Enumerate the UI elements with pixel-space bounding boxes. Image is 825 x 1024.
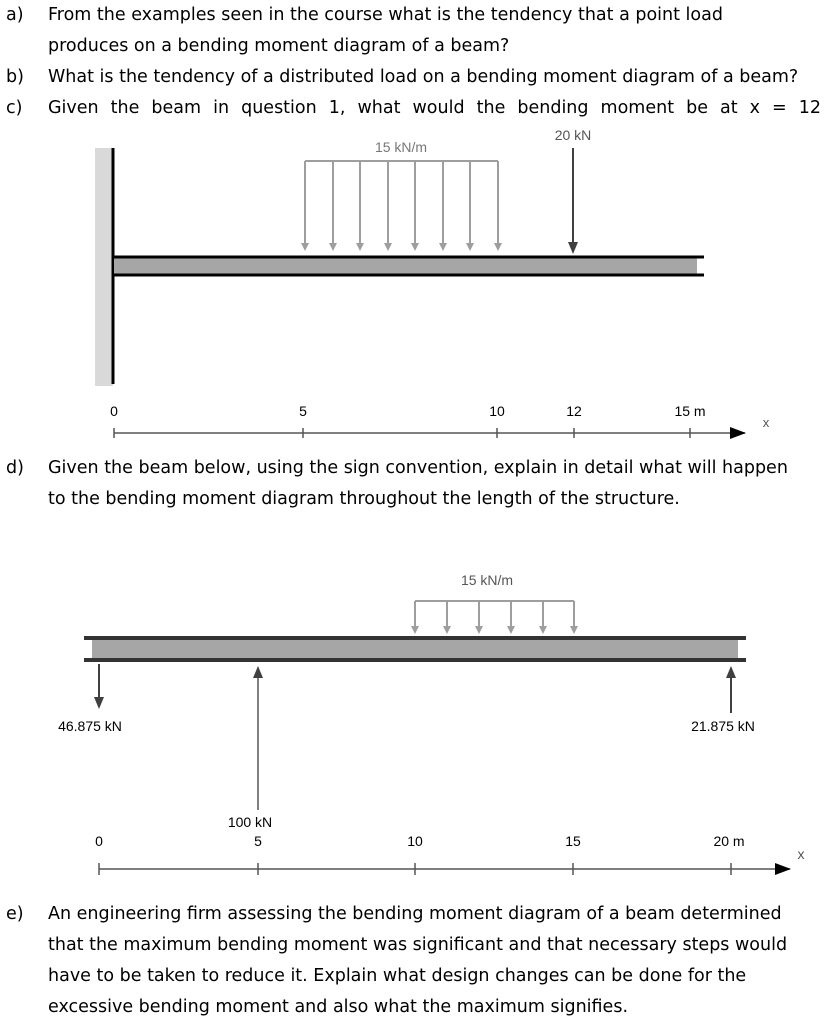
question-line: that the maximum bending moment was significant and that necessary steps would (48, 935, 788, 955)
fixed-wall (95, 148, 113, 386)
question-line: have to be taken to reduce it. Explain what design changes can be done for the (48, 966, 747, 986)
tick-label: 20 m (713, 833, 745, 849)
right-reaction-label: 21.875 kN (691, 718, 755, 734)
tick-label: 12 (566, 403, 582, 419)
question-line: excessive bending moment and also what the maximum signifies. (48, 997, 629, 1017)
distributed-load (305, 161, 498, 247)
question-label: b) (6, 67, 24, 87)
question-text (48, 453, 821, 515)
udl-label: 15 kN/m (460, 572, 514, 588)
question-label: d) (6, 458, 24, 478)
tick-label: 0 (95, 833, 103, 849)
beam (92, 640, 738, 658)
question-line: An engineering firm assessing the bending moment diagram of a beam determined (48, 904, 782, 924)
tick-label: 5 (254, 833, 262, 849)
overhang-beam-figure (0, 560, 825, 890)
tick-label: 15 (565, 833, 581, 849)
question-line: to the bending moment diagram throughout the length of the structure. (48, 489, 680, 509)
support-force-label: 100 kN (227, 814, 273, 830)
question-text (48, 0, 821, 62)
tick-label: 15 m (674, 403, 706, 419)
question-line: produces on a bending moment diagram of a beam? (48, 36, 510, 56)
question-line: From the examples seen in the course what is the tendency that a point load (48, 5, 723, 25)
beam (114, 258, 697, 274)
tick-label: 5 (299, 403, 307, 419)
distributed-load (415, 601, 574, 630)
cantilever-beam-figure (0, 124, 825, 454)
question-label: e) (6, 904, 24, 924)
tick-label: 10 (407, 833, 423, 849)
axis-label: x (762, 415, 770, 430)
axis-label: x (797, 846, 805, 862)
question-text (48, 93, 821, 124)
question-label: a) (6, 5, 24, 25)
question-line: What is the tendency of a distributed load on a bending moment diagram of a beam? (48, 67, 799, 87)
question-label: c) (6, 98, 23, 118)
udl-label: 15 kN/m (374, 139, 428, 155)
question-text (48, 62, 821, 93)
tick-label: 0 (110, 403, 118, 419)
left-reaction-label: 46.875 kN (58, 718, 122, 734)
question-text (48, 899, 821, 1023)
tick-label: 10 (489, 403, 505, 419)
question-line: Given the beam in question 1, what would the bending moment be at x = 12 (48, 98, 821, 118)
question-line: Given the beam below, using the sign convention, explain in detail what will happen (48, 458, 788, 478)
point-load-label: 20 kN (554, 127, 592, 143)
